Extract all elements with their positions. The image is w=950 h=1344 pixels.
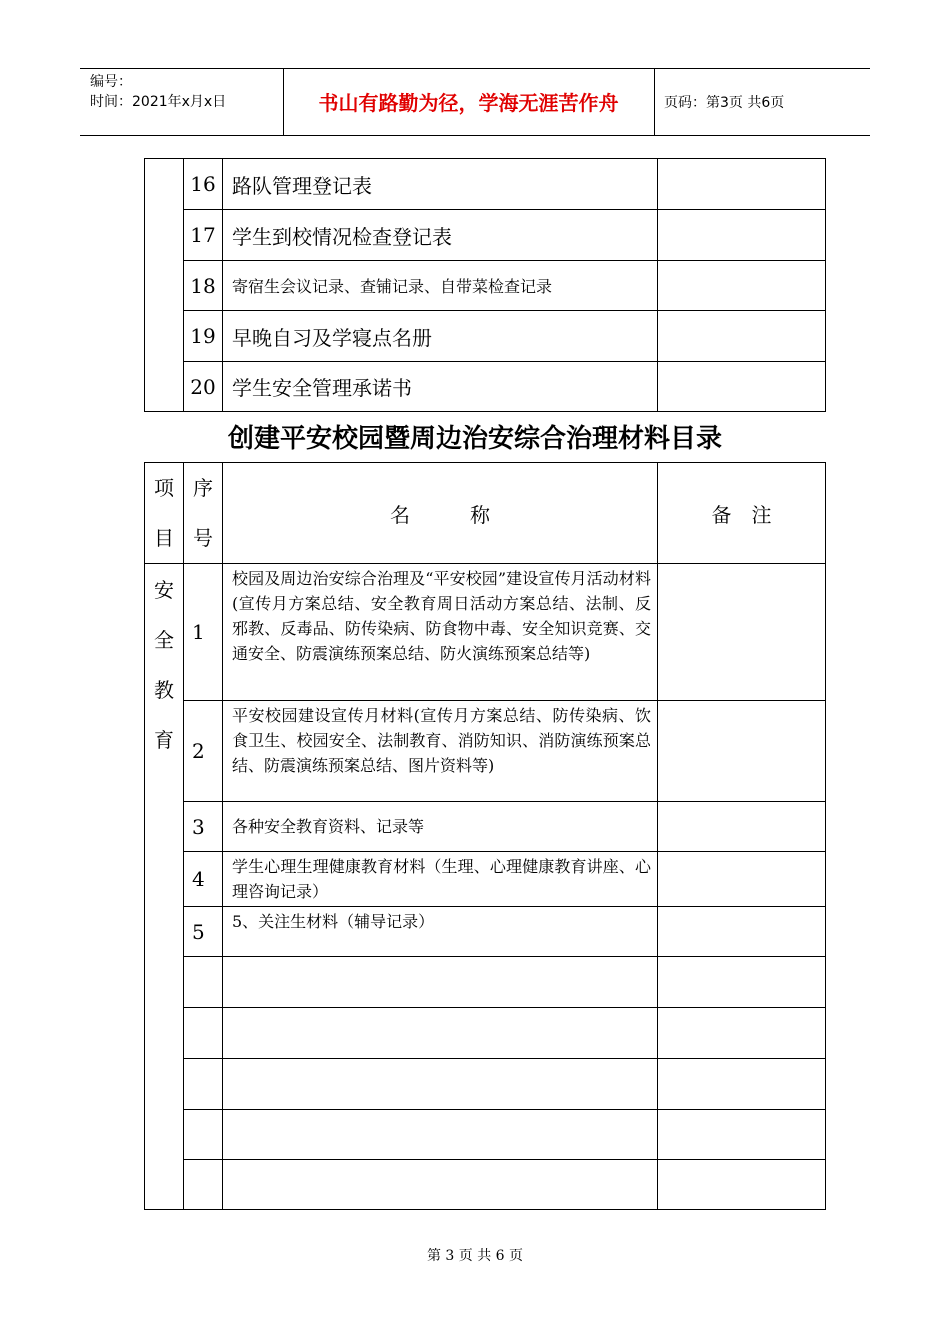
table-row (145, 907, 826, 957)
row-name: 5、关注生材料（辅导记录） (223, 907, 658, 957)
row-name: 早晚自习及学寝点名册 (223, 311, 658, 362)
row-name: 路队管理登记表 (223, 159, 658, 210)
row-name: 平安校园建设宣传月材料(宣传月方案总结、防传染病、饮食卫生、校园安全、法制教育、消防知识、消防演练预案总结、防震演练预案总结、图片资料等) (223, 701, 658, 802)
header-project-char: 项 (154, 476, 174, 500)
row-remark (658, 1059, 826, 1110)
row-number: 18 (184, 261, 223, 311)
table-header-row (145, 463, 826, 564)
table-row (145, 701, 826, 802)
page-footer: 第 3 页 共 6 页 (426, 1248, 524, 1264)
row-name: 各种安全教育资料、记录等 (223, 802, 658, 852)
row-remark (658, 802, 826, 852)
header-seq-char: 序 (193, 476, 213, 500)
row-number: 19 (184, 311, 223, 362)
category-char: 安 (154, 578, 174, 602)
row-remark (658, 362, 826, 412)
table-row (145, 1008, 826, 1059)
category-char: 育 (154, 728, 174, 752)
row-name (223, 1160, 658, 1210)
row-remark (658, 564, 826, 701)
row-number (184, 1160, 223, 1210)
header-name: 名 称 (223, 463, 658, 564)
header-motto: 书山有路勤为径，学海无涯苦作舟 (318, 91, 619, 115)
row-number: 1 (184, 564, 223, 701)
table-row (145, 1059, 826, 1110)
category-cell (145, 564, 184, 1210)
row-number: 3 (184, 802, 223, 852)
table-row (145, 1160, 826, 1210)
table-row (145, 957, 826, 1008)
row-remark (658, 1110, 826, 1160)
row-number: 4 (184, 852, 223, 907)
row-remark (658, 1160, 826, 1210)
row-name: 学生安全管理承诺书 (223, 362, 658, 412)
header-seq-char: 号 (193, 526, 213, 550)
row-name: 学生到校情况检查登记表 (223, 210, 658, 261)
category-char: 教 (154, 678, 174, 702)
row-name (223, 957, 658, 1008)
table-row (145, 564, 826, 701)
row-remark (658, 1008, 826, 1059)
category-cell (145, 159, 184, 412)
table-row (145, 1110, 826, 1160)
row-number (184, 1059, 223, 1110)
row-name (223, 1008, 658, 1059)
row-remark (658, 210, 826, 261)
row-remark (658, 261, 826, 311)
header-meta (90, 72, 226, 112)
row-name: 寄宿生会议记录、查铺记录、自带菜检查记录 (223, 261, 658, 311)
row-remark (658, 907, 826, 957)
continuation-table (144, 158, 826, 412)
doc-code-label: 编号： (90, 74, 132, 90)
row-remark (658, 852, 826, 907)
table-row (145, 852, 826, 907)
header-project-char: 目 (154, 526, 174, 550)
row-remark (658, 957, 826, 1008)
header-project (145, 463, 184, 564)
header-page-info: 页码：第3页 共6页 (664, 95, 785, 111)
table-row (145, 159, 826, 210)
header-seq (184, 463, 223, 564)
header-divider (654, 68, 655, 135)
row-remark (658, 311, 826, 362)
table-row (145, 210, 826, 261)
doc-date: 时间：2021年x月x日 (90, 94, 227, 110)
row-name: 校园及周边治安综合治理及“平安校园”建设宣传月活动材料(宣传月方案总结、安全教育周日活动方案总结、法制、反邪教、反毒品、防传染病、防食物中毒、安全知识竞赛、交通安全、防震演练预案总结、防火演练预案总结等) (223, 564, 658, 701)
row-remark (658, 159, 826, 210)
header-bottom-rule (80, 135, 870, 136)
row-number (184, 1110, 223, 1160)
row-number: 20 (184, 362, 223, 412)
row-number: 2 (184, 701, 223, 802)
row-number: 16 (184, 159, 223, 210)
header-remark: 备 注 (658, 463, 826, 564)
table-row (145, 261, 826, 311)
row-name (223, 1110, 658, 1160)
section-title: 创建平安校园暨周边治安综合治理材料目录 (227, 424, 722, 454)
row-number: 17 (184, 210, 223, 261)
table-row (145, 362, 826, 412)
category-char: 全 (154, 628, 174, 652)
materials-table (144, 462, 826, 1210)
table-row (145, 802, 826, 852)
row-number (184, 1008, 223, 1059)
row-name (223, 1059, 658, 1110)
table-row (145, 311, 826, 362)
row-number: 5 (184, 907, 223, 957)
row-number (184, 957, 223, 1008)
row-remark (658, 701, 826, 802)
row-name: 学生心理生理健康教育材料（生理、心理健康教育讲座、心理咨询记录） (223, 852, 658, 907)
